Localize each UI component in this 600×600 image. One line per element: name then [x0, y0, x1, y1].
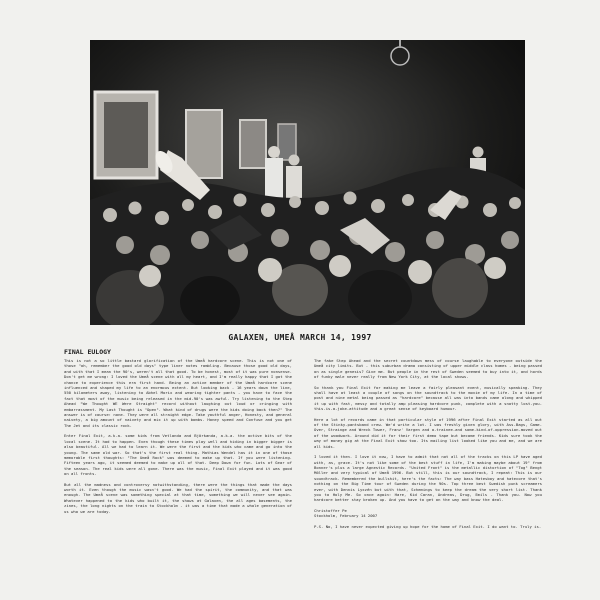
photo-caption: GALAXEN, UMEÅ MARCH 14, 1997 — [228, 333, 372, 342]
paragraph: But all the madness and controversy notwithstanding, there were the things that made the days worth it. Even though the music wasn't good. We had the spirit, the community, and that was enough. The Umeå scene was something special at that time, something we will never see again. Whatever happened to the kids who built it, the shows at Galaxen, the all ages basements, the zines, the long nights on the train to Stockholm - it was a time that made a whole generation of us who we are today. — [64, 481, 292, 514]
paragraph: I loved it then. I love it now, I have to admit that not all of the tracks on this LP have aged with, as, grace. It's not like some of the best stuff in life, I'm making maybe about 19" from Bonner's plus a large Agnestic Records. "United Front" is the metallic distortion of "Tog" Bengt Möller and very typical of Umeå 1996. But still, this is our soundtrack, I repeat: This is our soundtrack. Remembered the bullshit, here's the facts: The way bass Hatesboy and hatecore that's nothing on the Big Time tour of Sweden during the 90s. Top three best Swedish punk screamers ever, with Dennis Lyxzén but with that, Schemings to keep the dream the very short list. Thank you to Holy Me. So once again: Hare, Kid Caran, Andreas, Drug, Emils - Thank you. Now you hardcore better stay broken up. And you have to get on the way and know the deal. — [314, 454, 542, 503]
concert-photo — [90, 40, 525, 325]
signature-block: Christoffer Pe Stockholm, February 14 2007 — [314, 507, 378, 519]
left-text-column — [64, 358, 292, 596]
paragraph: Enter Final Exit, a.k.a. some kids from Vetlanda and Björkanda, a.k.a. the active bits of the local scene. It had to happen. Even though these times play well and hiding in bigger bigger is also beautiful. All we had to learn it. We were the first and the kids who came and go into the young. The same old war. So that's the first real thing. Mathias Wendel has it in one of those memorable first thoughts: "The Umeå Rock" was deemed to make up that. If you were listening. Fifteen years ago, it seemed deemed to make up all of that. Deep Down for fun. Lots of Gear of the season. The real kids were all gone. There was the music, Final Exit played and it was good on all fronts. — [64, 433, 292, 477]
right-text-column — [314, 358, 542, 596]
postscript: P.S. No, I have never expected giving up hope for the home of Final Exit. I do want to. Truly is. — [314, 523, 542, 529]
paragraph: So thank you Final Exit for making me leave a fairly pleasant event, musically speaking. They shall have at least a couple of songs on the soundtrack to the movie of my life. In a time of post and nine metal being passed as "hardcore" because all was into bands came along and whipped it up with fast, messy and totally amp pleasing hardcore punk, complete with a snotty lost-you-this-is-a-joke-attitude and a great sense of keyboard humour. — [314, 384, 542, 412]
paragraph: This is not a so little bastard glorification of the Umeå hardcore scene. This is not one of those "oh, remember the good old days" type liner notes rambling. Because those good old days, and with that I mean the 90's, weren't all that good. To be honest, most of it was pure nonsense. Don't get me wrong: I loved the Umeå scene with all my heart, and I'm really happy that I got the chance to experience this era first hand. Being an active member of the Umeå hardcore scene influenced and shaped my life to an enormous extent. But looking back - 16 years down the line, 550 kilometers away, listening to Abhel Morix and wearing tighter pants - you have to face the fact that most of the music being released in the mid-90's was awful. Try listening to the Step Ahead "We Thought WE Were Straight" record without laughing out loud or cringing with embarrassment. My Last Thought is "Open". What kind of drugs were the kids doing back then?" The answer is of course: none. They were all straight edge. Take youthful anger, Honesty, and general naivety, a big amount of naivety and mix it up with bombs. Honey speed and Confuse and you get The Jet and its classic rock. — [64, 358, 292, 428]
section-heading: FINAL EULOGY — [64, 348, 111, 356]
paragraph: The fake Step Ahead and the secret countdown mess of course laughable to everyone outside the Umeå city limits. But - this suburban drama consisting of upper middle class homes - being passed on as single genesis? Give me. But people in the rest of Sweden seemed to buy into it, and hords of funky male never really from New York City, at the local shows. — [314, 358, 542, 380]
paragraph: Here a lot of records came in that particular style of 1996 after Final Exit started as all out of the Stinky-pantsband crew. We'd write a lot. I was freshly given glory, with Ass-Bags, Game-Over, Strainge and Wreck Tower, Franz' Vargen and a-trainee-and some-kind-of-oppression-moved out of the woodwork. Around did it for their first demo tape but became friends. Kids sure took the way of money gig at the Final Exit show too. Its mailing list looked like you and me, and we are all kids. — [314, 416, 542, 449]
